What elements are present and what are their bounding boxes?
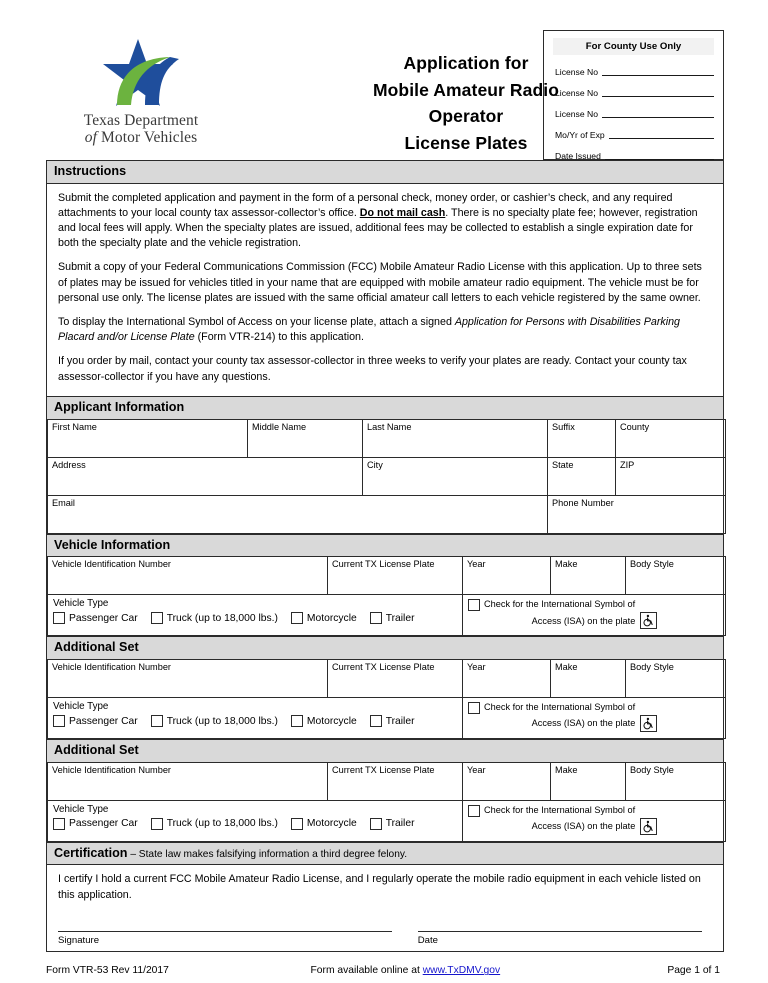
instructions-paragraph-2: Submit a copy of your Federal Communications Commission (FCC) Mobile Amateur Radio License with this application. Up to three sets of plates may be issued for vehicles titled in your name that are equipped with mobile amateur radio equipment. The vehicle must be for personal use only. The license plates are issued with the same official amateur call letters to each vehicle registered by the same owner. [58,261,702,304]
field-suffix[interactable]: Suffix [548,419,616,457]
county-row-license-no-2 [555,80,714,99]
county-input-license-no-2[interactable] [602,86,714,97]
county-row-license-no-1 [555,59,714,78]
checkbox-label: Passenger Car [69,818,138,830]
checkbox-passenger-car-3[interactable] [53,818,138,830]
isa-cell-1 [463,595,726,636]
signature-row [58,931,712,948]
field-county[interactable]: County [616,419,726,457]
county-label-license-no-2: License No [555,88,598,98]
page-header [46,28,724,160]
isa-label-line-2: Access (ISA) on the plate [531,821,636,832]
county-row-mo-yr-exp [555,122,714,141]
txdmv-star-swoosh-icon [91,36,191,112]
txdmv-website-link[interactable]: www.TxDMV.gov [422,965,501,977]
applicant-information-table [47,419,726,534]
field-body-style-1[interactable]: Body Style [626,557,726,595]
isa-label-line-1: Check for the International Symbol of [484,599,636,610]
isa-checkbox-row-1[interactable] [468,598,721,611]
field-state[interactable]: State [548,457,616,495]
certification-body [47,865,723,951]
checkbox-truck-3[interactable] [151,818,278,830]
certification-heading: Certification [54,845,128,860]
field-current-tx-license-plate-2[interactable]: Current TX License Plate [328,660,463,698]
field-body-style-3[interactable]: Body Style [626,762,726,800]
form-body [46,160,724,952]
checkbox-label: Truck (up to 18,000 lbs.) [166,715,278,727]
checkbox-passenger-car-1[interactable] [53,612,138,624]
field-last-name[interactable]: Last Name [363,419,548,457]
vehicle-information-table-1 [47,556,726,636]
checkbox-isa-3[interactable] [468,805,480,817]
footer-form-id: Form VTR-53 Rev 11/2017 [46,965,169,977]
vehicle-type-label-2: Vehicle Type [53,701,109,712]
checkbox-label: Motorcycle [306,715,357,727]
wheelchair-icon [640,612,657,629]
checkbox-label: Trailer [385,715,415,727]
section-header-applicant-information: Applicant Information [47,397,723,419]
checkbox-box-icon[interactable] [370,612,382,624]
instructions-paragraph-4: If you order by mail, contact your county tax assessor-collector in three weeks to verify your plates are ready. Contact your county tax assessor-collector if you have any questions. [58,355,687,383]
title-line-4: License Plates [404,132,528,153]
field-city[interactable]: City [363,457,548,495]
footer-online-notice [270,965,541,976]
do-not-mail-cash-emphasis: Do not mail cash [359,206,446,219]
field-current-tx-license-plate-1[interactable]: Current TX License Plate [328,557,463,595]
checkbox-box-icon[interactable] [151,612,163,624]
isa-label-row-2-3 [468,818,721,835]
checkbox-truck-2[interactable] [151,715,278,727]
checkbox-box-icon[interactable] [291,818,303,830]
txdmv-logo [46,28,236,146]
instructions-body [47,184,723,397]
checkbox-isa-2[interactable] [468,702,480,714]
county-use-only-box [543,30,724,160]
field-make-1[interactable]: Make [551,557,626,595]
vehicle-information-table-3 [47,762,726,842]
isa-cell-2 [463,698,726,739]
checkbox-trailer-1[interactable] [370,612,415,624]
isa-checkbox-row-3[interactable] [468,804,721,817]
certification-heading-sub: – State law makes falsifying information a third degree felony. [127,848,408,860]
isa-checkbox-row-2[interactable] [468,701,721,714]
title-line-2: Mobile Amateur Radio [372,79,560,100]
county-input-date-issued[interactable] [605,149,714,160]
table-row-vehicle-type-1 [48,595,726,636]
wheelchair-glyph [642,717,655,730]
field-year-1[interactable]: Year [463,557,551,595]
vehicle-type-cell-3 [48,800,463,841]
isa-label-line-1: Check for the International Symbol of [484,702,636,712]
checkbox-passenger-car-2[interactable] [53,715,138,727]
logo-line-2: of Motor Vehicles [84,128,198,146]
field-first-name[interactable]: First Name [48,419,248,457]
table-row-contact [48,495,726,533]
form-vtr-214-title: Application for Persons with Disabilities Parking Placard and/or License Plate [58,316,680,344]
table-row-vehicle-type-3 [48,800,726,841]
checkbox-trailer-2[interactable] [370,715,415,727]
checkbox-motorcycle-2[interactable] [291,715,357,727]
checkbox-label: Motorcycle [306,612,357,624]
title-line-1: Application for [403,53,529,73]
county-label-license-no-1: License No [555,67,598,77]
checkbox-motorcycle-1[interactable] [291,612,357,624]
checkbox-box-icon[interactable] [291,715,303,727]
field-address[interactable]: Address [48,457,363,495]
checkbox-label: Trailer [385,612,415,624]
field-current-tx-license-plate-3[interactable]: Current TX License Plate [328,762,463,800]
page-footer [46,952,724,976]
date-label: Date [417,934,438,946]
vehicle-type-cell-1 [48,595,463,636]
county-row-license-no-3 [555,101,714,120]
checkbox-label: Passenger Car [69,612,138,624]
field-vin-2[interactable]: Vehicle Identification Number [48,660,328,698]
vehicle-type-label-3: Vehicle Type [53,803,109,815]
county-row-date-issued [555,143,714,162]
checkbox-label: Passenger Car [69,715,138,727]
checkbox-trailer-3[interactable] [370,818,415,830]
isa-label-line-1: Check for the International Symbol of [484,804,636,815]
wheelchair-glyph [642,820,655,833]
vehicle-type-label-1: Vehicle Type [53,598,109,610]
title-line-3: Operator [428,106,504,127]
field-vin-3[interactable]: Vehicle Identification Number [48,762,328,800]
instructions-paragraph-1: Submit the completed application and payment in the form of a personal check, money order, or cashier’s check, and any required attachments to your local county tax assessor-collector’s office. Do not mail cash. There is no specialty plate fee; however, registration and local fees will apply. When the specialty plates are issued, additional fees may be collected to establish a single expiration date for both the specialty plate and the vehicle registration. [58,191,698,250]
isa-cell-3 [463,800,726,841]
checkbox-box-icon[interactable] [151,715,163,727]
signature-label: Signature [58,934,100,946]
txdmv-logo-text [46,113,236,146]
wheelchair-icon [640,818,657,835]
checkbox-box-icon[interactable] [53,818,65,830]
wheelchair-icon [640,715,657,732]
checkbox-box-icon[interactable] [151,818,163,830]
county-input-license-no-1[interactable] [602,65,714,76]
field-make-3[interactable]: Make [551,762,626,800]
date-field-group [418,931,712,948]
checkbox-box-icon[interactable] [53,612,65,624]
checkbox-truck-1[interactable] [151,612,278,624]
checkbox-label: Trailer [385,818,415,830]
vehicle-information-table-2 [47,659,726,739]
field-make-2[interactable]: Make [551,660,626,698]
instructions-paragraph-3: To display the International Symbol of Access on your license plate, attach a signed Application for Persons with Disabilities Parking Placard and/or License Plate (Form VTR-214) to this application. [58,316,680,344]
vehicle-type-options-2 [53,715,462,727]
field-phone-number[interactable]: Phone Number [548,495,726,533]
checkbox-label: Truck (up to 18,000 lbs.) [166,818,278,830]
county-label-license-no-3: License No [555,109,598,119]
table-row-address [48,457,726,495]
county-input-mo-yr-exp[interactable] [609,128,714,139]
section-header-certification [47,842,723,866]
logo-line-1: Texas Department [83,112,199,129]
county-label-mo-yr-exp: Mo/Yr of Exp [555,130,605,140]
table-row-vehicle-2 [48,660,726,698]
vehicle-type-cell-2 [48,698,463,739]
field-vin-1[interactable]: Vehicle Identification Number [48,557,328,595]
section-header-vehicle-information: Vehicle Information [47,534,723,557]
county-label-date-issued: Date Issued [555,151,601,161]
section-header-additional-set-1: Additional Set [47,636,723,659]
isa-label-line-2: Access (ISA) on the plate [531,718,636,729]
vehicle-type-options-3 [53,818,462,830]
table-row-name [48,419,726,457]
checkbox-box-icon[interactable] [291,612,303,624]
isa-label-row-2-1 [468,612,721,629]
isa-label-line-2: Access (ISA) on the plate [531,615,636,626]
checkbox-motorcycle-3[interactable] [291,818,357,830]
section-header-additional-set-2: Additional Set [47,739,723,762]
table-row-vehicle-type-2 [48,698,726,739]
field-year-2[interactable]: Year [463,660,551,698]
county-input-license-no-3[interactable] [602,107,714,118]
footer-page-number: Page 1 of 1 [667,965,720,977]
checkbox-box-icon[interactable] [370,818,382,830]
field-year-3[interactable]: Year [463,762,551,800]
field-body-style-2[interactable]: Body Style [626,660,726,698]
wheelchair-glyph [642,614,655,627]
field-middle-name[interactable]: Middle Name [248,419,363,457]
table-row-vehicle-3 [48,762,726,800]
vehicle-type-options-1 [53,612,462,624]
isa-label-row-2-2 [468,715,721,732]
checkbox-label: Motorcycle [306,818,357,830]
checkbox-box-icon[interactable] [53,715,65,727]
field-zip[interactable]: ZIP [616,457,726,495]
signature-field-group [58,931,418,948]
checkbox-label: Truck (up to 18,000 lbs.) [166,612,278,624]
table-row-vehicle-1 [48,557,726,595]
checkbox-box-icon[interactable] [370,715,382,727]
checkbox-isa-1[interactable] [468,599,480,611]
certification-statement: I certify I hold a current FCC Mobile Amateur Radio License, and I regularly operate the mobile radio equipment in each vehicle listed on this application. [58,873,701,901]
county-box-title: For County Use Only [553,38,714,55]
section-header-instructions: Instructions [47,161,723,184]
footer-online-prefix: Form available online at [310,965,423,977]
field-email[interactable]: Email [48,495,548,533]
